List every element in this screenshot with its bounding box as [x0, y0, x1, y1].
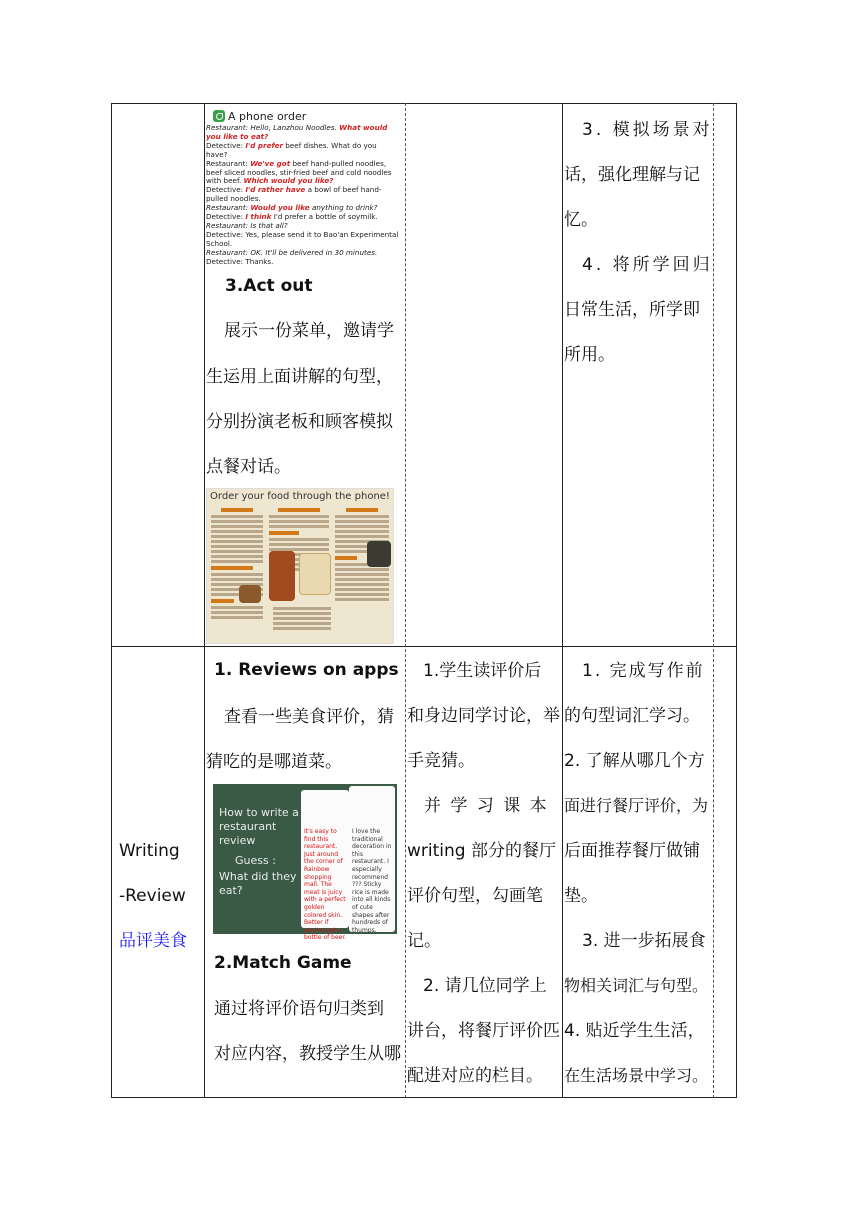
student-activity-2: 和身边同学讨论，举: [407, 706, 560, 726]
phone-order-segment: I think: [245, 212, 272, 222]
match-text-1: 通过将评价语句归类到: [214, 999, 384, 1019]
act-out-text-2: 生运用上面讲解的句型，: [206, 367, 393, 387]
phone-order-segment: Detective:: [206, 185, 246, 195]
phone-order-segment: Which would you like?: [243, 176, 334, 186]
phone-order-segment: Would you like: [250, 203, 310, 213]
row2-purpose-6: 垫。: [564, 886, 598, 906]
menu-image: [206, 488, 394, 644]
match-game-heading: 2.Match Game: [214, 953, 352, 973]
review-card-2-text: I love the traditional decoration in this restaurant. I especially recommend ??? Sticky rice is made into all kinds of cute shapes after hundreds of thumps.: [352, 828, 392, 934]
stage-review: -Review: [119, 886, 186, 906]
phone-order-segment: Detective: Thanks.: [206, 256, 274, 266]
phone-order-segment: Detective:: [206, 140, 246, 150]
phone-order-segment: Restaurant:: [206, 158, 251, 168]
student-activity-4: 并 学 习 课 本: [424, 796, 549, 816]
column-divider-4: [713, 103, 714, 1098]
row2-purpose-5: 后面推荐餐厅做铺: [564, 841, 700, 861]
row1-purpose-1: 3. 模拟场景对: [582, 120, 713, 140]
phone-order-segment: beef hand-pulled noodles, beef sliced noodles, stir-fried beef and cold noodles with beef.: [206, 158, 392, 186]
phone-order-segment: I'd prefer: [245, 140, 283, 150]
phone-order-segment: Restaurant: Hello, Lanzhou Noodles.: [206, 123, 340, 132]
phone-order-line: [206, 258, 400, 267]
phone-order-line: [206, 142, 400, 160]
row1-purpose-6: 所用。: [564, 345, 615, 365]
reviews-text-2: 猜吃的是哪道菜。: [206, 752, 342, 772]
phone-order-segment: anything to drink?: [309, 203, 378, 213]
student-activity-10: 配进对应的栏目。: [407, 1066, 543, 1086]
phone-order-title: A phone order: [228, 110, 307, 123]
column-divider-3: [562, 103, 563, 1098]
row2-purpose-4: 面进行餐厅评价，为: [564, 796, 709, 815]
phone-order-segment: Detective:: [206, 212, 246, 222]
act-out-text-4: 点餐对话。: [206, 457, 291, 477]
column-divider-2: [405, 103, 406, 1098]
phone-order-segment: beef dishes. What do you have?: [206, 140, 377, 159]
phone-order-segment: We've got: [250, 158, 291, 168]
review-card-1-text: It's easy to find this restaurant. Just around the corner of Rainbow shopping mall. The meat is juicy with a perfect golden colored skin. Better if you've got a bottle of beer.: [304, 828, 347, 942]
review-image-title: How to write a restaurant review: [219, 806, 299, 847]
row1-purpose-5: 日常生活，所学即: [564, 300, 700, 320]
phone-order-dialogue: [206, 124, 400, 267]
row2-purpose-2: 的句型词汇学习。: [564, 706, 700, 726]
row1-purpose-4: 4. 将所学回归: [582, 255, 713, 275]
student-activity-7: 记。: [407, 931, 441, 951]
phone-order-image: [206, 110, 400, 266]
act-out-text-3: 分别扮演老板和顾客模拟: [206, 412, 393, 432]
student-activity-9: 讲台，将餐厅评价匹: [407, 1021, 560, 1041]
phone-order-segment: I'd rather have: [245, 185, 306, 195]
review-image: [213, 784, 397, 942]
row2-purpose-10: 在生活场景中学习。: [564, 1066, 709, 1085]
table-right-border: [736, 103, 737, 1098]
row1-purpose-3: 忆。: [564, 210, 598, 230]
match-text-2: 对应内容，教授学生从哪: [214, 1044, 401, 1064]
phone-order-segment: What would you like to eat?: [206, 123, 388, 141]
student-activity-8: 2. 请几位同学上: [423, 976, 547, 996]
phone-icon: [213, 110, 225, 122]
act-out-text-1: 展示一份菜单，邀请学: [224, 321, 394, 341]
student-activity-5: writing 部分的餐厅: [407, 841, 556, 861]
review-image-guess: Guess :: [235, 854, 276, 867]
row2-purpose-9: 4. 贴近学生生活，: [564, 1021, 705, 1041]
act-out-heading: 3.Act out: [225, 276, 313, 296]
phone-order-segment: Restaurant: Is that all?: [206, 220, 288, 230]
phone-order-segment: I'd prefer a bottle of soymilk.: [271, 212, 378, 222]
phone-order-line: [206, 231, 400, 249]
row2-purpose-7: 3. 进一步拓展食: [582, 931, 706, 951]
row1-purpose-2: 话，强化理解与记: [564, 165, 700, 185]
review-image-question: What did they eat?: [219, 870, 297, 897]
phone-order-segment: Restaurant:: [206, 203, 251, 213]
column-divider-1: [204, 103, 205, 1098]
stage-writing: Writing: [119, 841, 180, 861]
row2-purpose-3: 2. 了解从哪几个方: [564, 751, 705, 771]
menu-title: Order your food through the phone!: [210, 491, 390, 502]
table-left-border: [111, 103, 112, 1098]
reviews-heading: 1. Reviews on apps: [214, 660, 399, 680]
phone-order-line: [206, 124, 400, 142]
phone-order-segment: Detective: Yes, please send it to Bao'an Experimental School.: [206, 229, 399, 248]
student-activity-1: 1.学生读评价后: [423, 661, 542, 681]
student-activity-3: 手竞猜。: [407, 751, 475, 771]
phone-order-segment: a bowl of beef hand-pulled noodles.: [206, 185, 382, 204]
reviews-text-1: 查看一些美食评价，猜: [224, 707, 394, 727]
stage-chinese: 品评美食: [119, 931, 187, 951]
row2-purpose-1: 1. 完成写作前: [582, 661, 705, 681]
phone-order-segment: Restaurant: OK. It'll be delivered in 30 minutes.: [206, 247, 378, 257]
student-activity-6: 评价句型，勾画笔: [407, 886, 543, 906]
row2-purpose-8: 物相关词汇与句型。: [564, 976, 709, 995]
phone-order-line: [206, 160, 400, 187]
phone-order-line: [206, 186, 400, 204]
